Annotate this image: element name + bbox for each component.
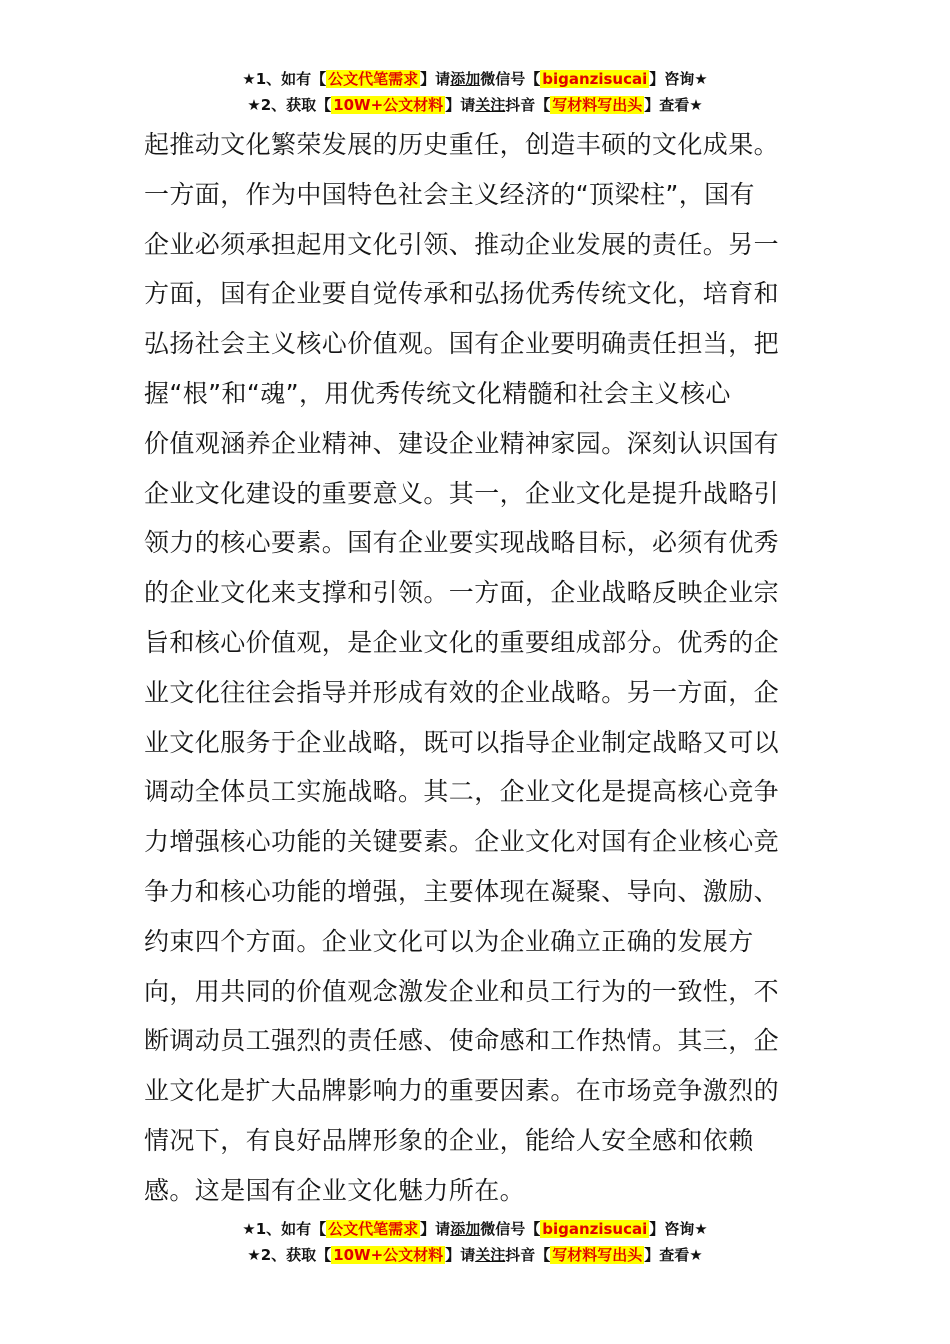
header-line-2-underlined: 关注 <box>475 96 506 114</box>
body-text-line: 的企业文化来支撑和引领。一方面，企业战略反映企业宗 <box>144 578 780 608</box>
footer-line-2-highlight-materials: 10W+公文材料 <box>333 1246 444 1264</box>
header-line-1-prefix: ★1、如有【 <box>242 70 327 88</box>
body-text-line: 调动全体员工实施战略。其二，企业文化是提高核心竞争 <box>144 777 780 807</box>
document-body <box>144 120 808 1216</box>
footer-line-2-suffix: 】查看★ <box>644 1246 703 1264</box>
footer-line-2-mid: 】请 <box>445 1246 476 1264</box>
body-text-line: 业文化是扩大品牌影响力的重要因素。在市场竞争激烈的 <box>144 1076 780 1106</box>
header-line-2-highlight-materials: 10W+公文材料 <box>333 96 444 114</box>
body-text-line: 争力和核心功能的增强，主要体现在凝聚、导向、激励、 <box>144 876 780 906</box>
footer-line-1 <box>0 1216 950 1242</box>
body-text-line: 起推动文化繁荣发展的历史重任，创造丰硕的文化成果。 <box>144 130 780 159</box>
body-text-line: 向，用共同的价值观念激发企业和员工行为的一致性，不 <box>144 976 780 1006</box>
body-text-line: 价值观涵养企业精神、建设企业精神家园。深刻认识国有 <box>144 428 780 458</box>
footer-line-1-mid2: 微信号【 <box>480 1220 541 1238</box>
body-text-line: 约束四个方面。企业文化可以为企业确立正确的发展方 <box>144 926 754 956</box>
header-line-2-mid2: 抖音【 <box>505 96 551 114</box>
footer-line-1-suffix: 】咨询★ <box>649 1220 708 1238</box>
body-text-line: 力增强核心功能的关键要素。企业文化对国有企业核心竞 <box>144 827 780 857</box>
body-text-line: 情况下，有良好品牌形象的企业，能给人安全感和依赖 <box>144 1125 754 1155</box>
body-text-line: 业文化往往会指导并形成有效的企业战略。另一方面，企 <box>144 677 780 707</box>
body-text-line: 企业文化建设的重要意义。其一，企业文化是提升战略引 <box>144 478 780 508</box>
header-line-1-highlight-service: 公文代笔需求 <box>328 70 419 88</box>
body-text-line: 方面，国有企业要自觉传承和弘扬优秀传统文化，培育和 <box>144 279 780 309</box>
body-text-line: 握“根”和“魂”，用优秀传统文化精髓和社会主义核心 <box>144 378 731 408</box>
footer-line-1-prefix: ★1、如有【 <box>242 1220 327 1238</box>
body-text-line: 领力的核心要素。国有企业要实现战略目标，必须有优秀 <box>144 528 780 558</box>
header-line-1-mid: 】请 <box>420 70 451 88</box>
header-banner <box>0 66 950 118</box>
header-line-2-suffix: 】查看★ <box>644 96 703 114</box>
header-line-1-highlight-wechat-id: biganzisucai <box>542 70 648 88</box>
footer-line-2-prefix: ★2、获取【 <box>247 1246 332 1264</box>
header-line-2 <box>0 92 950 118</box>
body-text-line: 业文化服务于企业战略，既可以指导企业制定战略又可以 <box>144 727 780 757</box>
footer-banner <box>0 1216 950 1268</box>
footer-line-1-highlight-wechat-id: biganzisucai <box>542 1220 648 1238</box>
header-line-1-underlined: 添加 <box>450 70 481 88</box>
footer-line-2-highlight-douyin: 写材料写出头 <box>552 1246 643 1264</box>
body-text-line: 一方面，作为中国特色社会主义经济的“顶梁柱”，国有 <box>144 179 755 209</box>
header-line-1-mid2: 微信号【 <box>480 70 541 88</box>
body-text-line: 旨和核心价值观，是企业文化的重要组成部分。优秀的企 <box>144 627 780 657</box>
footer-line-2-mid2: 抖音【 <box>505 1246 551 1264</box>
header-line-2-prefix: ★2、获取【 <box>247 96 332 114</box>
body-text-line: 企业必须承担起用文化引领、推动企业发展的责任。另一 <box>144 229 780 259</box>
body-text-line: 弘扬社会主义核心价值观。国有企业要明确责任担当，把 <box>144 329 780 359</box>
body-text-line: 断调动员工强烈的责任感、使命感和工作热情。其三，企 <box>144 1026 780 1056</box>
header-line-2-highlight-douyin: 写材料写出头 <box>552 96 643 114</box>
body-text-line: 感。这是国有企业文化魅力所在。 <box>144 1175 526 1205</box>
footer-line-1-highlight-service: 公文代笔需求 <box>328 1220 419 1238</box>
footer-line-2-underlined: 关注 <box>475 1246 506 1264</box>
header-line-2-mid: 】请 <box>445 96 476 114</box>
header-line-1-suffix: 】咨询★ <box>649 70 708 88</box>
footer-line-1-mid: 】请 <box>420 1220 451 1238</box>
footer-line-2 <box>0 1242 950 1268</box>
header-line-1 <box>0 66 950 92</box>
footer-line-1-underlined: 添加 <box>450 1220 481 1238</box>
